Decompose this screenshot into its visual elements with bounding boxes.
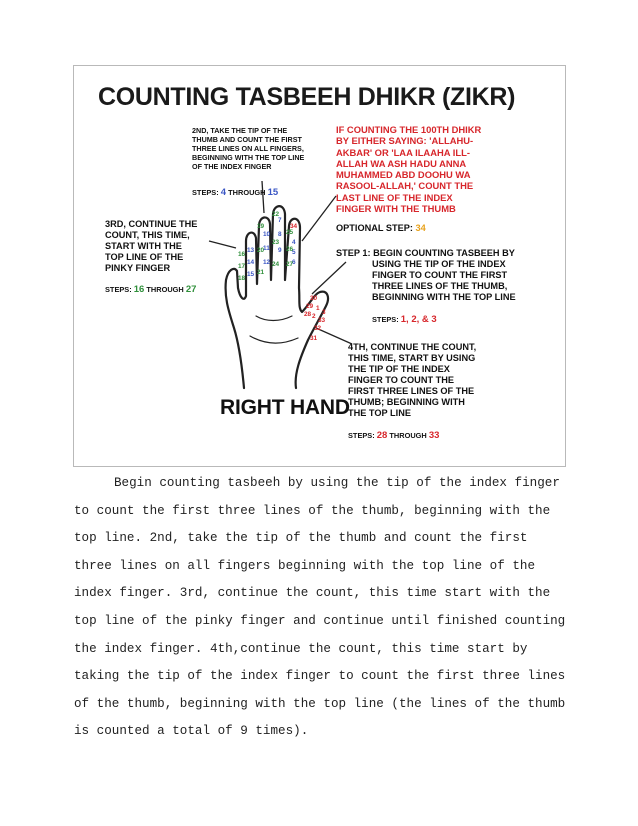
steps-prefix: STEPS: bbox=[192, 188, 219, 197]
step4-steps bbox=[348, 430, 439, 441]
hundredth-line: FINGER WITH THE THUMB bbox=[336, 202, 456, 214]
hand-number: 13 bbox=[247, 247, 255, 254]
step1-steps bbox=[372, 314, 437, 325]
hundredth-line: IF COUNTING THE 100TH DHIKR bbox=[336, 124, 482, 135]
steps-to: 15 bbox=[267, 187, 279, 198]
step2-line: 2ND, TAKE THE TIP OF THE bbox=[192, 126, 288, 135]
hand-number: 24 bbox=[272, 261, 280, 268]
step3-line: TOP LINE OF THE bbox=[105, 252, 184, 263]
steps-prefix: STEPS: bbox=[348, 431, 375, 440]
step3-instructions bbox=[105, 219, 197, 274]
hand-number: 17 bbox=[238, 263, 246, 270]
steps-prefix: STEPS: bbox=[105, 285, 132, 294]
hand-number: 8 bbox=[278, 231, 282, 238]
hand-number: 22 bbox=[272, 211, 280, 218]
step4-line: THUMB; BEGINNING WITH bbox=[348, 397, 465, 408]
body-paragraph: Begin counting tasbeeh by using the tip of the index finger to count the first three lines of the thumb, beginning with the top line. 2nd, take the tip of the thumb and count the first three lines on all fingers beginning with the top line of the index finger. 3rd, continue the count, this time start with the top line of the pinky finger and continue until finished counting the index finger. 4th,continue the count, this time start by taking the tip of the index finger to count the first three lines of the thumb, beginning with the top line (the lines of the thumb is counted a total of 9 times). bbox=[74, 476, 566, 739]
pointer-100th bbox=[302, 196, 336, 241]
hand-number: 15 bbox=[247, 271, 255, 278]
hand-number: 5 bbox=[292, 249, 296, 256]
steps-to: 33 bbox=[428, 430, 440, 441]
figure-title: COUNTING TASBEEH DHIKR (ZIKR) bbox=[98, 83, 516, 111]
hand-number: 28 bbox=[304, 311, 312, 318]
step2-steps bbox=[192, 187, 278, 198]
step1-line: USING THE TIP OF THE INDEX bbox=[372, 259, 506, 270]
step3-line: PINKY FINGER bbox=[105, 263, 171, 274]
hand-number: 31 bbox=[310, 335, 318, 342]
hand-number: 29 bbox=[306, 303, 314, 310]
step2-line: THREE LINES ON ALL FINGERS, bbox=[192, 144, 304, 153]
steps-join: THROUGH bbox=[389, 431, 427, 440]
steps-from: 28 bbox=[376, 430, 388, 441]
hundredth-line: LAST LINE OF THE INDEX bbox=[336, 191, 453, 203]
pointer-step4 bbox=[316, 328, 352, 344]
hand-number: 1 bbox=[316, 305, 320, 312]
step4-instructions bbox=[348, 342, 476, 419]
hundredth-line: AKBAR' OR 'LAA ILAAHA ILL- bbox=[336, 146, 470, 158]
step4-line: FIRST THREE LINES OF THE bbox=[348, 386, 475, 397]
step2-line: THUMB AND COUNT THE FIRST bbox=[192, 135, 302, 144]
hand-number: 30 bbox=[310, 295, 318, 302]
optional-step-label: OPTIONAL STEP: bbox=[336, 223, 413, 233]
hand-label: RIGHT HAND bbox=[220, 396, 350, 419]
step2-line: OF THE INDEX FINGER bbox=[192, 162, 272, 171]
step4-line: THIS TIME, START BY USING bbox=[348, 353, 476, 364]
steps-to: 27 bbox=[185, 284, 197, 295]
hand-number: 21 bbox=[257, 269, 265, 276]
hand-number: 7 bbox=[278, 217, 282, 224]
hand-number: 32 bbox=[314, 325, 322, 332]
steps-prefix: STEPS: bbox=[372, 315, 399, 324]
hand-number: 25 bbox=[286, 229, 294, 236]
step4-line: THE TOP LINE bbox=[348, 408, 411, 419]
hand-number: 20 bbox=[257, 247, 265, 254]
step4-line: THE TIP OF THE INDEX bbox=[348, 364, 450, 375]
hundredth-line: MUHAMMED ABD DOOHU WA bbox=[336, 169, 471, 181]
optional-step bbox=[336, 223, 426, 234]
hand-number: 33 bbox=[318, 317, 326, 324]
hundredth-dhikr-instructions bbox=[336, 124, 481, 214]
step1-line: THREE LINES OF THE THUMB, bbox=[372, 281, 508, 292]
step1-line: BEGINNING WITH THE TOP LINE bbox=[372, 292, 516, 303]
steps-from: 16 bbox=[133, 284, 145, 295]
hand-number: 34 bbox=[290, 223, 298, 230]
tasbeeh-figure bbox=[73, 65, 566, 467]
step3-line: COUNT, THIS TIME, bbox=[105, 230, 190, 241]
hundredth-line: ALLAH WA ASH HADU ANNA bbox=[336, 157, 467, 169]
hand-number: 2 bbox=[312, 313, 316, 320]
pointer-step3 bbox=[209, 241, 236, 248]
steps-join: THROUGH bbox=[146, 285, 184, 294]
hand-number: 9 bbox=[278, 247, 282, 254]
steps-values: 1, 2, & 3 bbox=[400, 314, 437, 325]
palm-crease bbox=[250, 336, 298, 343]
hand-number: 3 bbox=[322, 309, 326, 316]
hand-number: 26 bbox=[286, 246, 294, 253]
step2-line: BEGINNING WITH THE TOP LINE bbox=[192, 153, 305, 162]
step3-line: START WITH THE bbox=[105, 241, 182, 252]
step1-line: STEP 1: BEGIN COUNTING TASBEEH BY bbox=[336, 248, 515, 258]
hand-number: 12 bbox=[263, 259, 271, 266]
hundredth-line: RASOOL-ALLAH,' COUNT THE bbox=[336, 180, 474, 192]
hand-number: 6 bbox=[292, 259, 296, 266]
step2-instructions bbox=[192, 126, 304, 171]
step1-line: FINGER TO COUNT THE FIRST bbox=[372, 270, 508, 281]
palm-crease bbox=[256, 316, 292, 321]
step3-line: 3RD, CONTINUE THE bbox=[105, 219, 198, 229]
hand-number: 19 bbox=[257, 223, 265, 230]
step1-instructions bbox=[336, 248, 516, 303]
step4-line: 4TH, CONTINUE THE COUNT, bbox=[348, 342, 477, 352]
step3-steps bbox=[105, 284, 196, 295]
hand-number: 18 bbox=[238, 275, 246, 282]
hand-number: 27 bbox=[286, 261, 294, 268]
steps-join: THROUGH bbox=[228, 188, 266, 197]
steps-from: 4 bbox=[220, 187, 227, 198]
hundredth-line: BY EITHER SAYING: 'ALLAHU- bbox=[336, 135, 474, 147]
hand-number: 23 bbox=[272, 239, 280, 246]
hand-number: 16 bbox=[238, 251, 246, 258]
hand-number: 11 bbox=[263, 245, 270, 252]
hand-number: 14 bbox=[247, 259, 255, 266]
hand-number: 4 bbox=[292, 239, 296, 246]
step4-line: FINGER TO COUNT THE bbox=[348, 375, 454, 386]
hand-number: 10 bbox=[263, 231, 271, 238]
optional-step-value: 34 bbox=[415, 223, 426, 233]
